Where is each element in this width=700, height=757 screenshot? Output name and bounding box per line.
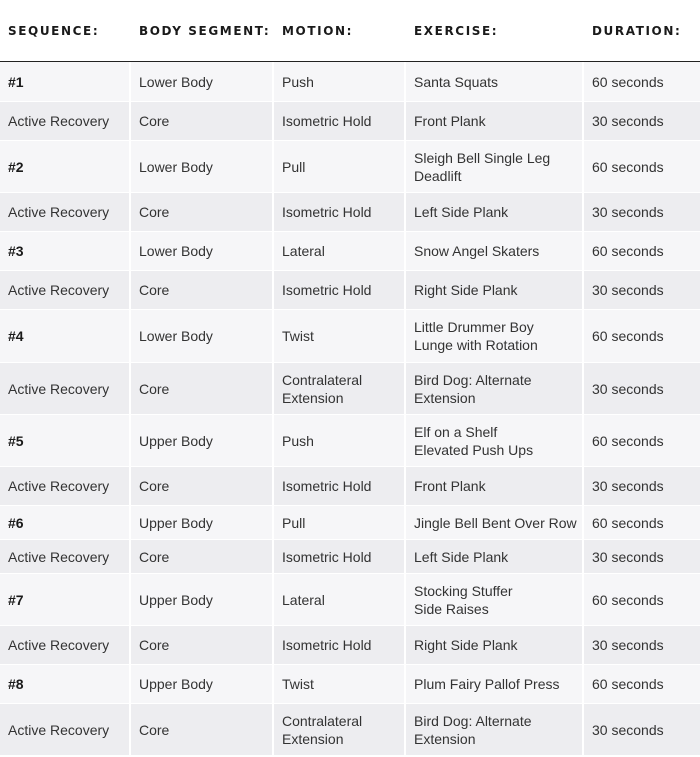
exercise-cell-line: Lunge with Rotation: [414, 337, 538, 353]
motion-cell: [274, 506, 406, 540]
motion-cell-line: Extension: [282, 389, 344, 406]
body-segment-cell: Lower Body: [131, 310, 274, 363]
exercise-cell: [406, 363, 584, 415]
duration-cell: 30 seconds: [584, 102, 700, 141]
sequence-cell: Active Recovery: [0, 271, 131, 310]
exercise-cell-line: Extension: [414, 730, 476, 747]
sequence-cell: Active Recovery: [0, 102, 131, 141]
exercise-cell-line: Bird Dog: Alternate: [414, 712, 532, 729]
motion-cell-line: Lateral: [282, 591, 325, 608]
body-segment-cell: Lower Body: [131, 62, 274, 102]
body-segment-cell: Core: [131, 363, 274, 415]
motion-cell-line: Contralateral: [282, 371, 363, 388]
table-row: [0, 415, 700, 467]
duration-cell: 30 seconds: [584, 467, 700, 506]
motion-cell: [274, 193, 406, 232]
motion-cell: [274, 626, 406, 665]
table-row: [0, 540, 700, 574]
duration-cell: 30 seconds: [584, 626, 700, 665]
duration-cell: 30 seconds: [584, 704, 700, 756]
exercise-cell: [406, 193, 584, 232]
duration-cell: 60 seconds: [584, 574, 700, 626]
body-segment-cell: Lower Body: [131, 141, 274, 193]
body-segment-cell: Upper Body: [131, 415, 274, 467]
table-row: [0, 506, 700, 540]
exercise-cell: [406, 415, 584, 467]
exercise-cell: [406, 102, 584, 141]
header-row: [0, 0, 700, 62]
motion-cell: [274, 62, 406, 102]
motion-cell-line: Isometric Hold: [282, 478, 372, 494]
motion-cell-line: Pull: [282, 158, 306, 175]
body-segment-cell: Core: [131, 102, 274, 141]
body-segment-cell: Core: [131, 467, 274, 506]
motion-cell: [274, 665, 406, 704]
motion-cell-line: Isometric Hold: [282, 548, 372, 565]
sequence-cell: #8: [0, 665, 131, 704]
duration-cell: 60 seconds: [584, 506, 700, 540]
body-segment-cell: Lower Body: [131, 232, 274, 271]
exercise-cell: [406, 271, 584, 310]
exercise-cell: [406, 232, 584, 271]
sequence-cell: #4: [0, 310, 131, 363]
sequence-cell: Active Recovery: [0, 193, 131, 232]
duration-cell: 60 seconds: [584, 310, 700, 363]
motion-cell: [274, 363, 406, 415]
exercise-cell: [406, 540, 584, 574]
table-row: [0, 574, 700, 626]
motion-cell-line: Push: [282, 73, 314, 90]
motion-cell-line: Isometric Hold: [282, 637, 372, 653]
table-row: [0, 62, 700, 102]
motion-cell: [274, 271, 406, 310]
exercise-cell: [406, 574, 584, 626]
exercise-cell: [406, 62, 584, 102]
sequence-cell: #5: [0, 415, 131, 467]
exercise-cell: [406, 141, 584, 193]
table-body: [0, 62, 700, 756]
exercise-cell: [406, 310, 584, 363]
exercise-cell: [406, 506, 584, 540]
exercise-cell-line: Right Side Plank: [414, 637, 518, 653]
exercise-cell: [406, 467, 584, 506]
header-duration: DURATION:: [584, 0, 700, 62]
exercise-cell-line: Little Drummer Boy: [414, 319, 534, 335]
duration-cell: 60 seconds: [584, 415, 700, 467]
duration-cell: 60 seconds: [584, 232, 700, 271]
motion-cell: [274, 415, 406, 467]
duration-cell: 30 seconds: [584, 193, 700, 232]
exercise-cell: [406, 704, 584, 756]
body-segment-cell: Upper Body: [131, 574, 274, 626]
motion-cell-line: Twist: [282, 328, 314, 344]
exercise-cell-line: Stocking Stuffer: [414, 582, 513, 599]
motion-cell: [274, 102, 406, 141]
duration-cell: 60 seconds: [584, 141, 700, 193]
motion-cell-line: Pull: [282, 514, 306, 531]
duration-cell: 30 seconds: [584, 271, 700, 310]
motion-cell-line: Twist: [282, 676, 314, 692]
sequence-cell: Active Recovery: [0, 626, 131, 665]
body-segment-cell: Core: [131, 704, 274, 756]
sequence-cell: #7: [0, 574, 131, 626]
exercise-cell-line: Snow Angel Skaters: [414, 243, 540, 259]
exercise-cell: [406, 626, 584, 665]
header-sequence: SEQUENCE:: [0, 0, 131, 62]
sequence-cell: Active Recovery: [0, 704, 131, 756]
sequence-cell: #2: [0, 141, 131, 193]
motion-cell: [274, 310, 406, 363]
motion-cell-line: Push: [282, 432, 314, 449]
body-segment-cell: Core: [131, 540, 274, 574]
motion-cell-line: Isometric Hold: [282, 204, 372, 220]
sequence-cell: #1: [0, 62, 131, 102]
table-row: [0, 232, 700, 271]
sequence-cell: Active Recovery: [0, 363, 131, 415]
table-row: [0, 704, 700, 756]
table-row: [0, 310, 700, 363]
duration-cell: 30 seconds: [584, 363, 700, 415]
exercise-cell: [406, 665, 584, 704]
table-row: [0, 271, 700, 310]
table-row: [0, 363, 700, 415]
table-row: [0, 193, 700, 232]
table-row: [0, 626, 700, 665]
exercise-cell-line: Elevated Push Ups: [414, 441, 534, 458]
body-segment-cell: Core: [131, 271, 274, 310]
motion-cell-line: Lateral: [282, 243, 325, 259]
duration-cell: 60 seconds: [584, 62, 700, 102]
table-row: [0, 665, 700, 704]
exercise-cell-line: Elf on a Shelf: [414, 423, 498, 440]
exercise-cell-line: Santa Squats: [414, 73, 499, 90]
table-row: [0, 467, 700, 506]
header-motion: MOTION:: [274, 0, 406, 62]
motion-cell-line: Extension: [282, 730, 344, 747]
exercise-cell-line: Side Raises: [414, 600, 489, 617]
duration-cell: 60 seconds: [584, 665, 700, 704]
table-row: [0, 102, 700, 141]
exercise-cell-line: Jingle Bell Bent Over Row: [414, 514, 577, 531]
exercise-cell-line: Left Side Plank: [414, 548, 509, 565]
motion-cell: [274, 467, 406, 506]
exercise-cell-line: Plum Fairy Pallof Press: [414, 676, 560, 692]
motion-cell: [274, 704, 406, 756]
exercise-cell-line: Deadlift: [414, 167, 462, 184]
motion-cell: [274, 141, 406, 193]
sequence-cell: #6: [0, 506, 131, 540]
exercise-cell-line: Front Plank: [414, 478, 486, 494]
body-segment-cell: Core: [131, 626, 274, 665]
table-row: [0, 141, 700, 193]
exercise-cell-line: Bird Dog: Alternate: [414, 371, 532, 388]
sequence-cell: Active Recovery: [0, 540, 131, 574]
exercise-cell-line: Sleigh Bell Single Leg: [414, 149, 551, 166]
duration-cell: 30 seconds: [584, 540, 700, 574]
sequence-cell: Active Recovery: [0, 467, 131, 506]
motion-cell-line: Isometric Hold: [282, 282, 372, 298]
body-segment-cell: Upper Body: [131, 665, 274, 704]
motion-cell-line: Contralateral: [282, 712, 363, 729]
sequence-cell: #3: [0, 232, 131, 271]
body-segment-cell: Upper Body: [131, 506, 274, 540]
motion-cell: [274, 540, 406, 574]
table-header: [0, 0, 700, 62]
header-body-segment: BODY SEGMENT:: [131, 0, 274, 62]
exercise-cell-line: Left Side Plank: [414, 204, 509, 220]
exercise-cell-line: Front Plank: [414, 113, 486, 129]
exercise-cell-line: Extension: [414, 389, 476, 406]
body-segment-cell: Core: [131, 193, 274, 232]
motion-cell: [274, 232, 406, 271]
motion-cell: [274, 574, 406, 626]
exercise-cell-line: Right Side Plank: [414, 282, 518, 298]
header-exercise: EXERCISE:: [406, 0, 584, 62]
motion-cell-line: Isometric Hold: [282, 113, 372, 129]
